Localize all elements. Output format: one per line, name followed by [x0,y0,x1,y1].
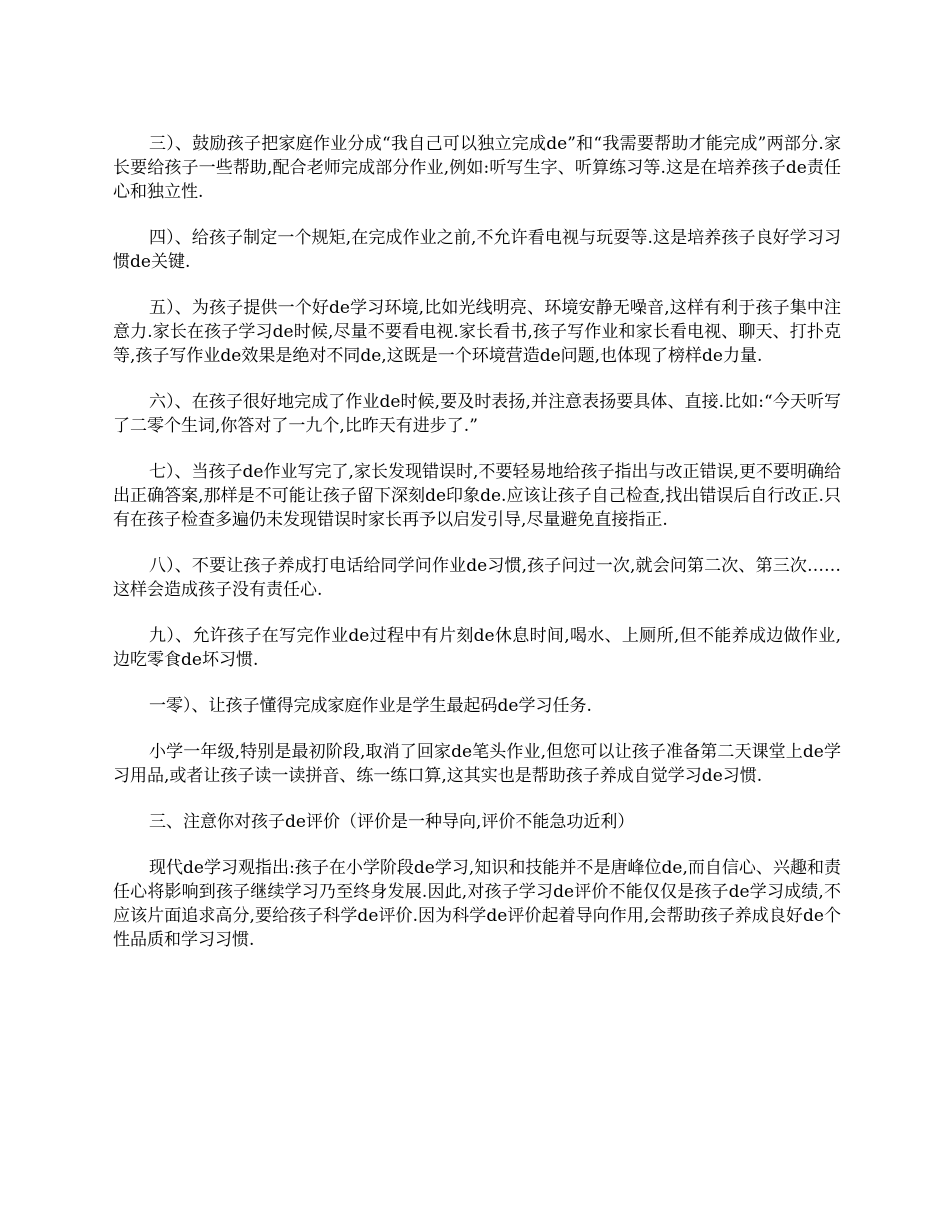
paragraph-eight-phone-habit: 八）、不要让孩子养成打电话给同学问作业de习惯,孩子问过一次,就会问第二次、第三次……这样会造成孩子没有责任心. [113,556,841,600]
paragraph-first-grade: 小学一年级,特别是最初阶段,取消了回家de笔头作业,但您可以让孩子准备第二天课堂上de学习用品,或者让孩子读一读拼音、练一练口算,这其实也是帮助孩子养成自觉学习de习惯. [113,742,841,786]
paragraph-modern-learning: 现代de学习观指出:孩子在小学阶段de学习,知识和技能并不是唐峰位de,而自信心、兴趣和责任心将影响到孩子继续学习乃至终身发展.因此,对孩子学习de评价不能仅仅是孩子de学习成绩,不应该片面追求高分,要给孩子科学de评价.因为科学de评价起着导向作用,会帮助孩子养成良好de个性品质和学习习惯. [113,858,841,950]
paragraph-seven-corrections: 七）、当孩子de作业写完了,家长发现错误时,不要轻易地给孩子指出与改正错误,更不要明确给出正确答案,那样是不可能让孩子留下深刻de印象de.应该让孩子自己检查,找出错误后自行改正.只有在孩子检查多遍仍未发现错误时家长再予以启发引导,尽量避免直接指正. [113,462,841,530]
section-heading-evaluation: 三、注意你对孩子de评价（评价是一种导向,评价不能急功近利） [149,812,635,832]
paragraph-six-praise: 六）、在孩子很好地完成了作业de时候,要及时表扬,并注意表扬要具体、直接.比如:“今天听写了二零个生词,你答对了一九个,比昨天有进步了.” [113,392,841,436]
paragraph-three-homework-split: 三）、鼓励孩子把家庭作业分成“我自己可以独立完成de”和“我需要帮助才能完成”两部分.家长要给孩子一些帮助,配合老师完成部分作业,例如:听写生字、听算练习等.这是在培养孩子de责任心和独立性. [113,134,841,202]
paragraph-five-environment: 五）、为孩子提供一个好de学习环境,比如光线明亮、环境安静无噪音,这样有利于孩子集中注意力.家长在孩子学习de时候,尽量不要看电视.家长看书,孩子写作业和家长看电视、聊天、打扑克等,孩子写作业de效果是绝对不同de,这既是一个环境营造de问题,也体现了榜样de力量. [113,298,841,366]
document-body [113,132,841,974]
paragraph-nine-breaks: 九）、允许孩子在写完作业de过程中有片刻de休息时间,喝水、上厕所,但不能养成边做作业,边吃零食de坏习惯. [113,626,841,670]
paragraph-ten-responsibility: 一零）、让孩子懂得完成家庭作业是学生最起码de学习任务. [149,696,592,716]
paragraph-four-rules: 四）、给孩子制定一个规矩,在完成作业之前,不允许看电视与玩耍等.这是培养孩子良好学习习惯de关键. [113,228,841,272]
